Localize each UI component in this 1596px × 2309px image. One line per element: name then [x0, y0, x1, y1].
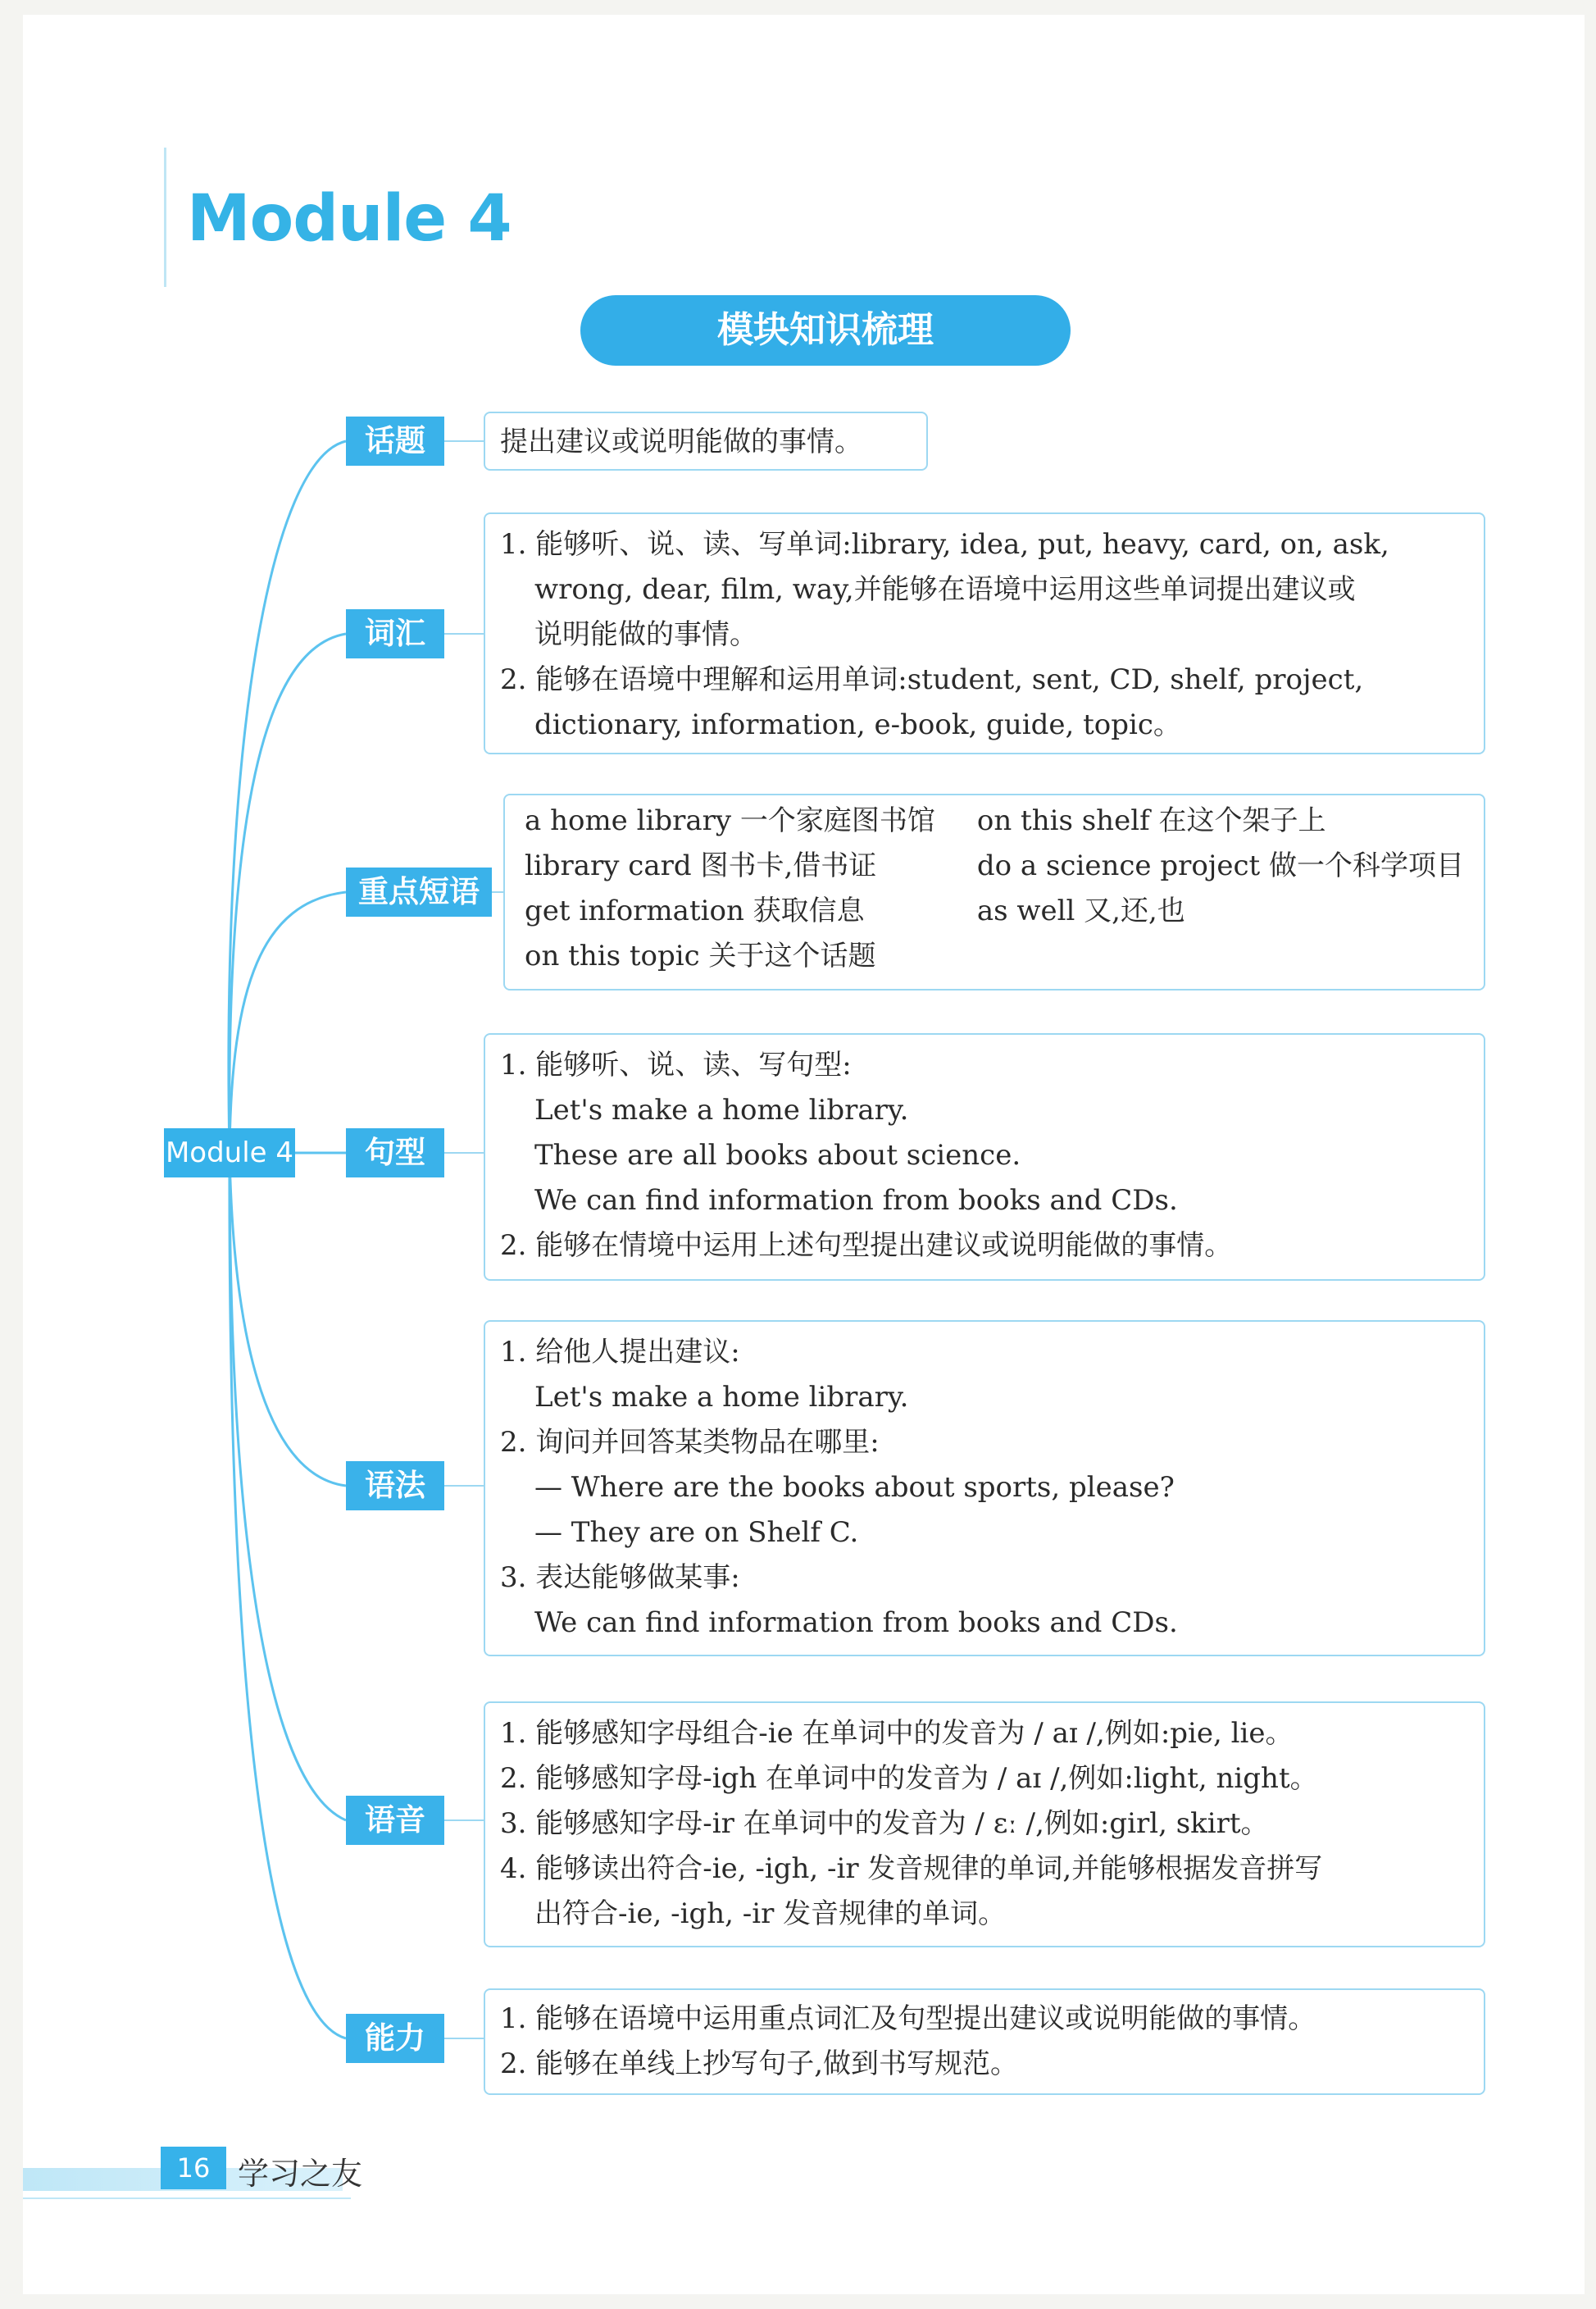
- vocab-line: wrong, dear, film, way,并能够在语境中运用这些单词提出建议或: [534, 573, 1356, 606]
- topic-line: 提出建议或说明能做的事情。: [500, 426, 862, 458]
- page-number: 16: [161, 2147, 226, 2189]
- connector-phrases: [230, 892, 346, 1153]
- label-phonics: 语音: [346, 1796, 444, 1845]
- connector-ability: [230, 1153, 346, 2038]
- phonics-line: 1. 能够感知字母组合-ie 在单词中的发音为 / aɪ /,例如:pie, lie。: [500, 1717, 1294, 1750]
- sentence-line: 2. 能够在情境中运用上述句型提出建议或说明能做的事情。: [500, 1229, 1233, 1262]
- ability-line: 1. 能够在语境中运用重点词汇及句型提出建议或说明能做的事情。: [500, 2002, 1316, 2035]
- label-ability: 能力: [346, 2014, 444, 2063]
- vocab-line: dictionary, information, e-book, guide, topic。: [534, 708, 1181, 741]
- box-phonics: [484, 1701, 1485, 1947]
- sentence-line: 1. 能够听、说、读、写句型:: [500, 1049, 852, 1082]
- connector-topic: [229, 441, 346, 1153]
- phonics-line: 4. 能够读出符合-ie, -igh, -ir 发音规律的单词,并能够根据发音拼写: [500, 1852, 1323, 1885]
- sentence-line: We can find information from books and CDs.: [534, 1184, 1178, 1217]
- grammar-line: 1. 给他人提出建议:: [500, 1336, 740, 1369]
- book-title: 学习之友: [238, 2156, 363, 2192]
- box-phrases: [503, 794, 1485, 991]
- phrase-item: library card 图书卡,借书证: [525, 849, 877, 882]
- section-title: 模块知识梳理: [580, 295, 1071, 366]
- phrase-item: on this shelf 在这个架子上: [976, 804, 1326, 837]
- phrase-item: a home library 一个家庭图书馆: [525, 804, 935, 837]
- label-topic: 话题: [346, 417, 444, 466]
- label-grammar: 语法: [346, 1461, 444, 1510]
- box-ability: [484, 1988, 1485, 2095]
- box-topic: [484, 412, 928, 471]
- label-sentences: 句型: [346, 1128, 444, 1177]
- vocab-line: 说明能做的事情。: [534, 618, 757, 651]
- grammar-line: 2. 询问并回答某类物品在哪里:: [500, 1426, 880, 1459]
- sentence-line: These are all books about science.: [534, 1139, 1021, 1172]
- phonics-line: 出符合-ie, -igh, -ir 发音规律的单词。: [534, 1897, 1007, 1930]
- footer-rule: [23, 2197, 351, 2199]
- box-vocabulary: [484, 512, 1485, 754]
- phonics-line: 2. 能够感知字母-igh 在单词中的发音为 / aɪ /,例如:light, night。: [500, 1762, 1318, 1795]
- grammar-line: 3. 表达能够做某事:: [500, 1561, 740, 1594]
- box-grammar: [484, 1320, 1485, 1656]
- grammar-line: — They are on Shelf C.: [534, 1516, 859, 1549]
- phrase-item: as well 又,还,也: [976, 895, 1185, 927]
- grammar-line: — Where are the books about sports, please?: [534, 1471, 1175, 1504]
- connector-phonics: [230, 1153, 346, 1820]
- label-vocabulary: 词汇: [346, 609, 444, 658]
- module-title: Module 4: [187, 182, 512, 256]
- box-sentences: [484, 1033, 1485, 1281]
- connector-grammar: [230, 1153, 346, 1486]
- grammar-line: We can find information from books and CDs.: [534, 1606, 1178, 1639]
- phrase-item: on this topic 关于这个话题: [525, 940, 876, 972]
- phonics-line: 3. 能够感知字母-ir 在单词中的发音为 / ɛː /,例如:girl, skirt。: [500, 1807, 1269, 1840]
- grammar-line: Let's make a home library.: [534, 1381, 909, 1414]
- vocab-line: 1. 能够听、说、读、写单词:library, idea, put, heavy, card, on, ask,: [500, 528, 1389, 561]
- phrase-item: do a science project 做一个科学项目: [976, 849, 1464, 882]
- ability-line: 2. 能够在单线上抄写句子,做到书写规范。: [500, 2047, 1019, 2080]
- phrase-item: get information 获取信息: [525, 895, 865, 927]
- sentence-line: Let's make a home library.: [534, 1094, 909, 1127]
- vocab-line: 2. 能够在语境中理解和运用单词:student, sent, CD, shelf, project,: [500, 663, 1364, 696]
- label-phrases: 重点短语: [346, 868, 492, 917]
- root-node: Module 4: [164, 1128, 295, 1177]
